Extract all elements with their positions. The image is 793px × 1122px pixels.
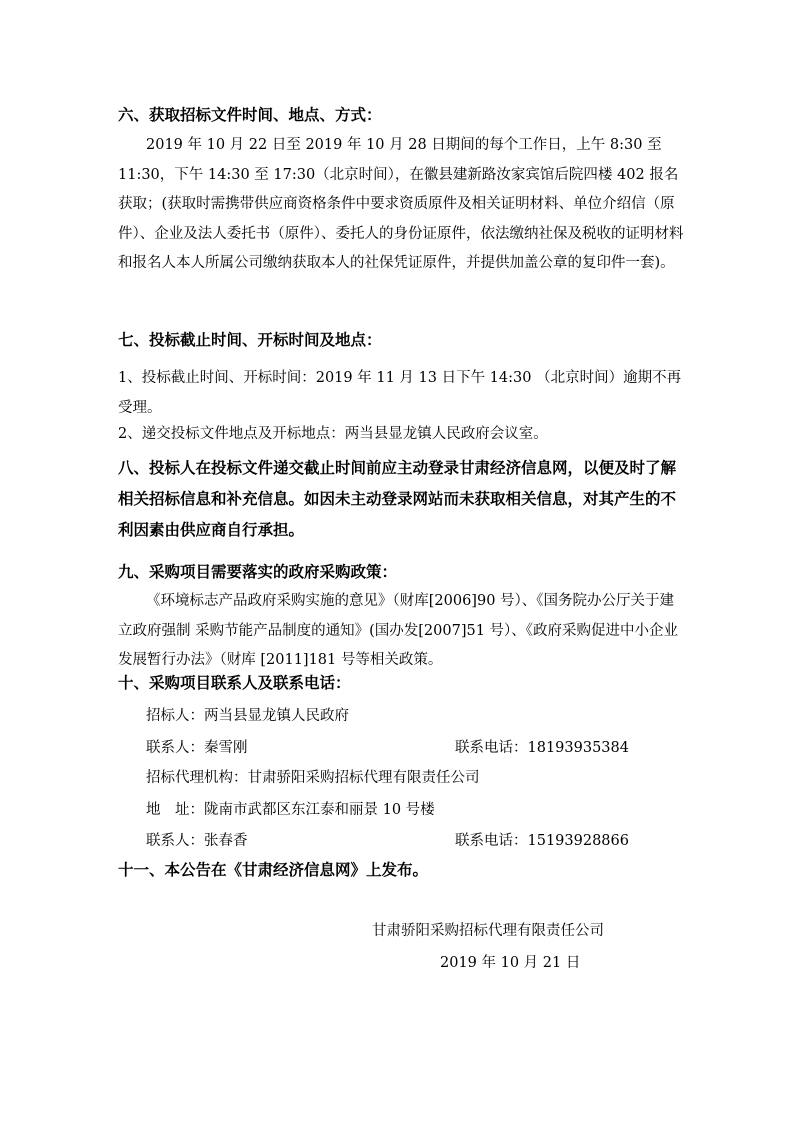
address-line: 地 址：陇南市武都区东江泰和丽景 10 号楼: [146, 802, 435, 818]
section7-item1: 1、投标截止时间、开标时间：2019 年 11 月 13 日下午 14:30 （北京时间）逾期不再受理。: [118, 370, 682, 416]
section8-text: 八、投标人在投标文件递交截止时间前应主动登录甘肃经济信息网，以便及时了解相关招标信息和补充信息。如因未主动登录网站而未获取相关信息，对其产生的不利因素由供应商自行承担。: [118, 459, 677, 539]
tenderer-line: 招标人：两当县显龙镇人民政府: [146, 708, 349, 724]
section11-heading: 十一、本公告在《甘肃经济信息网》上发布。: [118, 861, 429, 879]
section9-body: 《环境标志产品政府采购实施的意见》（财库[2006]90 号）、《国务院办公厅关于建立政府强制 采购节能产品制度的通知》(国办发[2007]51 号）、《政府采购促进中小企业发展暂行办法》（财库 [2011]181 号等相关政策。: [118, 593, 679, 668]
agency-line: 招标代理机构：甘肃骄阳采购招标代理有限责任公司: [146, 770, 480, 786]
section10-heading: 十、采购项目联系人及联系电话：: [118, 674, 351, 692]
section7-heading: 七、投标截止时间、开标时间及地点：: [118, 331, 382, 349]
contact-person-1: 联系人：秦雪刚: [146, 740, 248, 756]
signature-company: 甘肃骄阳采购招标代理有限责任公司: [372, 923, 604, 939]
section9-heading: 九、采购项目需要落实的政府采购政策：: [118, 563, 398, 581]
section6-heading: 六、获取招标文件时间、地点、方式：: [118, 106, 382, 124]
section6-body: 2019 年 10 月 22 日至 2019 年 10 月 28 日期间的每个工作日，上午 8:30 至 11:30，下午 14:30 至 17:30（北京时间），在徽县建新路汝家宾馆后院四楼 402 报名获取；(获取时需携带供应商资格条件中要求资质原件及相关证明材料、单位介绍信（原件）、企业及法人委托书（原件）、委托人的身份证原件，依法缴纳社保及税收的证明材料和报名人本人所属公司缴纳获取本人的社保凭证原件，并提供加盖公章的复印件一套)。: [118, 137, 684, 271]
contact-phone-2: 联系电话：15193928866: [455, 833, 629, 849]
section7-item2: 2、递交投标文件地点及开标地点：两当县显龙镇人民政府会议室。: [118, 426, 548, 442]
signature-date: 2019 年 10 月 21 日: [440, 955, 581, 971]
contact-person-2: 联系人：张春香: [146, 833, 248, 849]
contact-phone-1: 联系电话：18193935384: [455, 740, 629, 756]
